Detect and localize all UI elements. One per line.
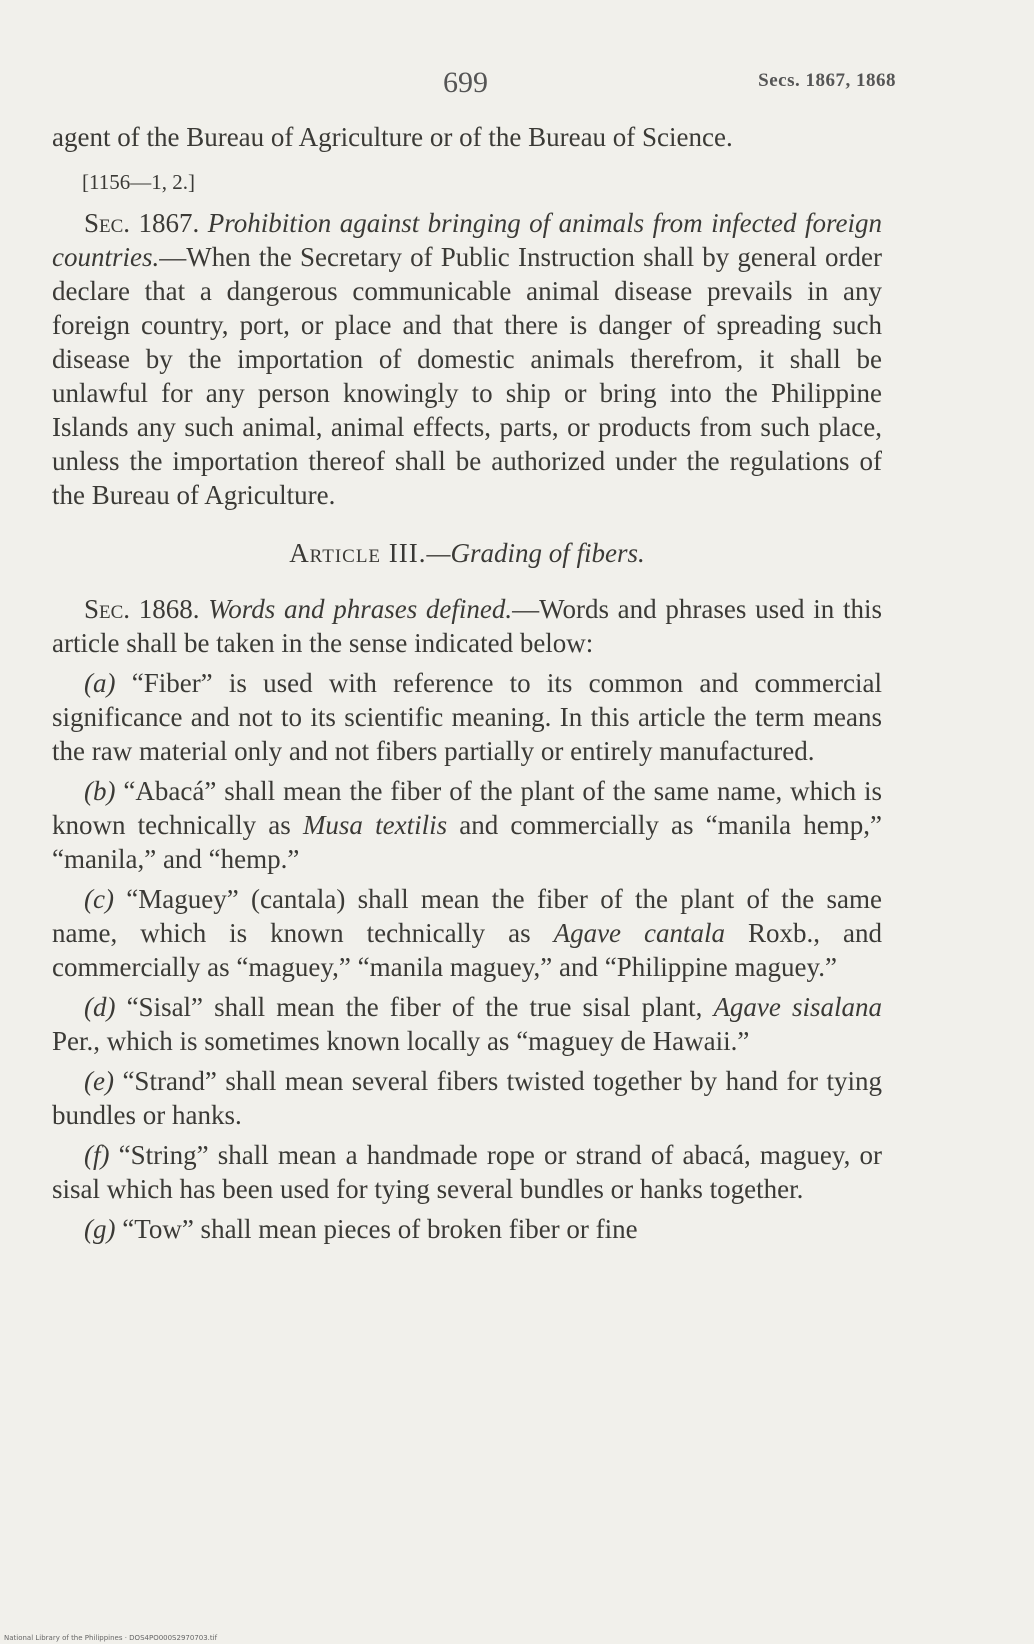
section-title: Prohibition against bringing of animals from infected foreign countries. — [52, 208, 882, 272]
sections-reference: Secs. 1867, 1868 — [758, 70, 896, 91]
running-head — [0, 66, 1034, 100]
definition-g — [52, 1212, 882, 1246]
item-marker: (e) — [84, 1066, 114, 1096]
article-label: Article III. — [289, 538, 427, 568]
item-marker: (b) — [84, 776, 116, 806]
body-text — [52, 120, 882, 1246]
definition-text: “String” shall mean a handmade rope or strand of abacá, maguey, or sisal which has been used for tying several bundles or hanks together. — [52, 1140, 882, 1204]
section-1868 — [52, 592, 882, 660]
item-marker: (g) — [84, 1214, 116, 1244]
paragraph-continuation: agent of the Bureau of Agriculture or of the Bureau of Science. — [52, 122, 733, 152]
definition-text: “Maguey” (cantala) shall mean the fiber of the plant of the same name, which is known technically as — [52, 884, 882, 948]
article-title: —Grading of fibers. — [426, 538, 645, 568]
definition-d — [52, 990, 882, 1058]
article-heading — [52, 536, 882, 570]
item-marker: (c) — [84, 884, 114, 914]
definition-text: “Sisal” shall mean the fiber of the true sisal plant, — [115, 992, 714, 1022]
page-number: 699 — [443, 66, 488, 99]
definition-text: “Strand” shall mean several fibers twisted together by hand for tying bundles or hanks. — [52, 1066, 882, 1130]
citation: [1156—1, 2.] — [82, 170, 195, 194]
section-label: Sec. 1867. — [84, 208, 200, 238]
definition-text: and commercially as “manila hemp,” “manila,” and “hemp.” — [52, 810, 883, 874]
definition-b — [52, 774, 882, 876]
definition-text: Per., which is sometimes known locally as “maguey de Hawaii.” — [52, 1026, 750, 1056]
section-body: —When the Secretary of Public Instruction shall by general order declare that a dangerous communicable animal disease prevails in any foreign country, port, or place and that there is danger of spreading such disease by the importation of domestic animals therefrom, it shall be unlawful for any person knowingly to ship or bring into the Philippine Islands any such animal, animal effects, parts, or products from such place, unless the importation thereof shall be authorized under the regulations of the Bureau of Agriculture. — [52, 242, 882, 510]
scientific-name: Musa textilis — [302, 810, 448, 840]
definition-e — [52, 1064, 882, 1132]
definition-c — [52, 882, 882, 984]
definition-text: “Fiber” is used with reference to its common and commercial significance and not to its scientific meaning. In this article the term means the raw material only and not fibers partially or entirely manufactured. — [52, 668, 882, 766]
scientific-name: Agave cantala — [553, 918, 726, 948]
definition-a — [52, 666, 882, 768]
definition-f — [52, 1138, 882, 1206]
section-title: Words and phrases defined. — [208, 594, 513, 624]
definition-text: Roxb., and commercially as “maguey,” “manila maguey,” and “Philippine maguey.” — [52, 918, 882, 982]
item-marker: (d) — [84, 992, 116, 1022]
section-1867 — [52, 206, 882, 512]
definition-text: “Abacá” shall mean the fiber of the plant of the same name, which is known technically as — [52, 776, 882, 840]
section-body: —Words and phrases used in this article shall be taken in the sense indicated below: — [52, 594, 882, 658]
item-marker: (a) — [84, 668, 116, 698]
item-marker: (f) — [84, 1140, 110, 1170]
scan-footer: National Library of the Philippines · DOS4PO000S2970703.tif — [4, 1634, 218, 1642]
scientific-name: Agave sisalana — [713, 992, 882, 1022]
definition-text: “Tow” shall mean pieces of broken fiber or fine — [115, 1214, 638, 1244]
section-label: Sec. 1868. — [84, 594, 200, 624]
